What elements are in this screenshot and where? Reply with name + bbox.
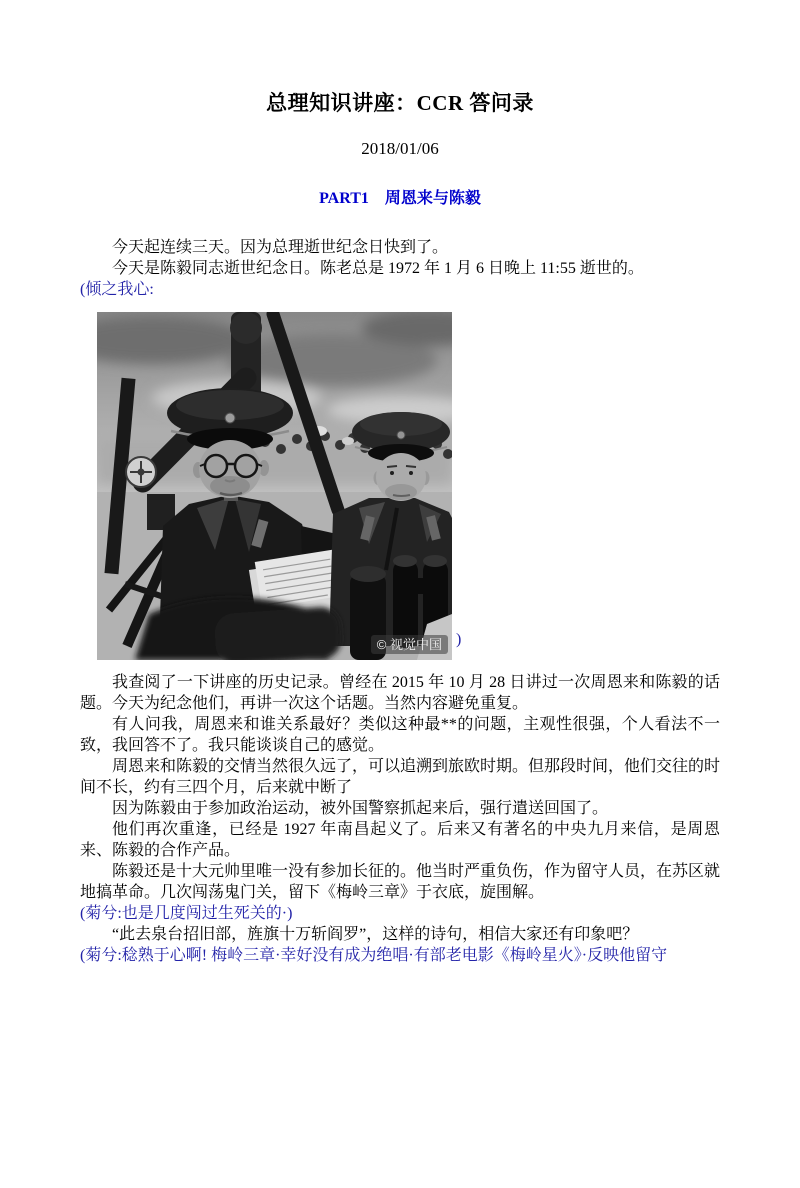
inline-comment-close: ) — [456, 631, 462, 648]
paragraph: 今天起连续三天。因为总理逝世纪念日快到了。 — [112, 239, 449, 256]
inline-comment-open: (倾之我心: — [80, 281, 154, 298]
photo-watermark: © 视觉中国 — [371, 635, 448, 654]
photo-image — [97, 312, 452, 660]
section-heading: PART1 周恩来与陈毅 — [319, 190, 481, 207]
historical-photo — [97, 312, 452, 660]
doc-date: 2018/01/06 — [361, 139, 439, 158]
paragraph: 有人问我，周恩来和谁关系最好？类似这种最**的问题，主观性很强，个人看法不一致，我回答不了。我只能谈谈自己的感觉。 — [80, 716, 720, 754]
document-page — [0, 88, 800, 966]
doc-title: 总理知识讲座：CCR 答问录 — [266, 91, 534, 115]
photo-row — [97, 312, 720, 660]
paragraph: 周恩来和陈毅的交情当然很久远了，可以追溯到旅欧时期。但那段时间，他们交往的时间不长，约有三四个月，后来就中断了 — [80, 758, 721, 796]
paragraph: 陈毅还是十大元帅里唯一没有参加长征的。他当时严重负伤，作为留守人员，在苏区就地搞革命。几次闯荡鬼门关，留下《梅岭三章》于衣底，旋围解。 — [80, 863, 721, 901]
paragraph: 他们再次重逢，已经是 1927 年南昌起义了。后来又有著名的中央九月来信，是周恩来、陈毅的合作产品。 — [80, 821, 720, 859]
comment-note: (菊兮:也是几度闯过生死关的·) — [80, 905, 293, 922]
paragraph: 因为陈毅由于参加政治运动，被外国警察抓起来后，强行遣送回国了。 — [112, 800, 609, 817]
intro-paragraphs — [80, 237, 720, 279]
paragraph: 今天是陈毅同志逝世纪念日。陈老总是 1972 年 1 月 6 日晚上 11:55 逝世的。 — [112, 260, 644, 277]
main-paragraphs — [80, 672, 720, 903]
quote-paragraph: “此去泉台招旧部，旌旗十万斩阎罗”，这样的诗句，相信大家还有印象吧？ — [112, 926, 639, 943]
comment-note: (菊兮:稔熟于心啊! 梅岭三章·幸好没有成为绝唱·有部老电影《梅岭星火》·反映他留守 — [80, 947, 668, 964]
paragraph: 我查阅了一下讲座的历史记录。曾经在 2015 年 10 月 28 日讲过一次周恩来和陈毅的话题。今天为纪念他们，再讲一次这个话题。当然内容避免重复。 — [80, 674, 720, 712]
